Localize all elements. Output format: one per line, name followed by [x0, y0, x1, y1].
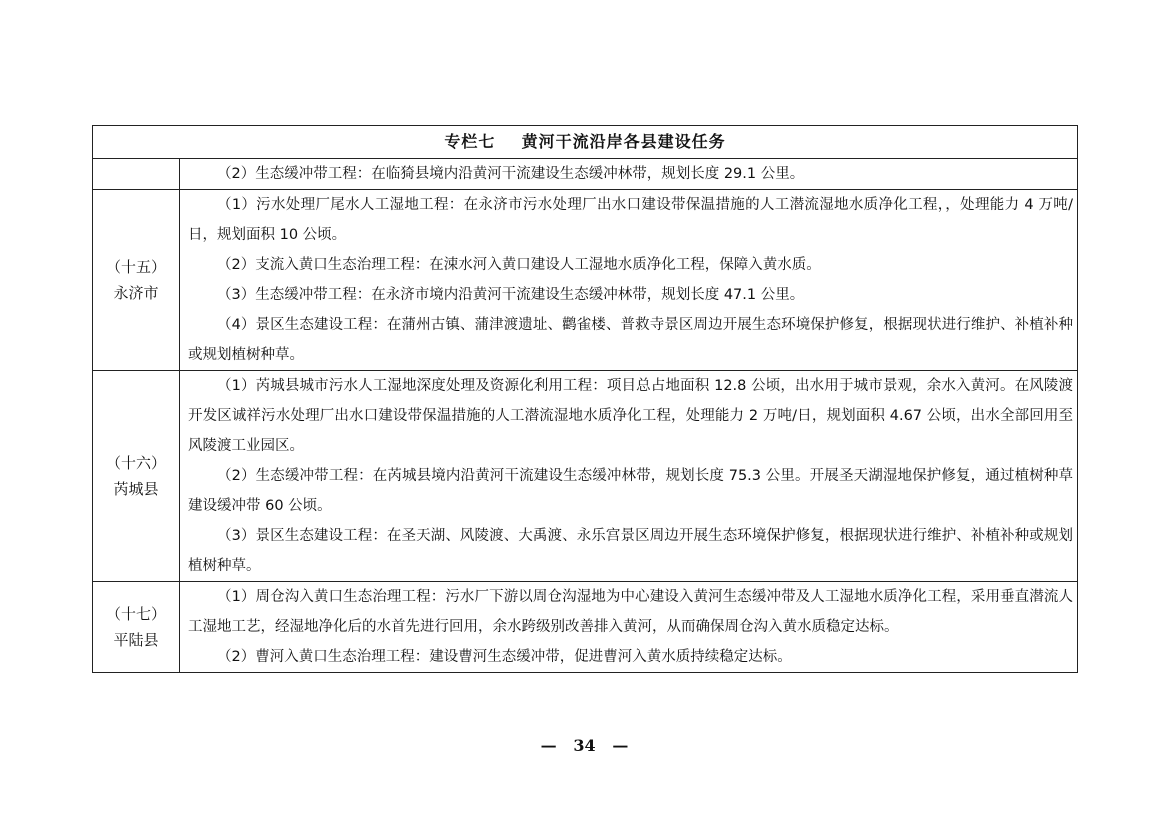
county-cell [93, 159, 180, 190]
task-item: （2）生态缓冲带工程：在芮城县境内沿黄河干流建设生态缓冲林带，规划长度 75.3 公里。开展圣天湖湿地保护修复，通过植树种草建设缓冲带 60 公顷。 [188, 468, 1073, 514]
table-row [93, 159, 1078, 190]
task-item: （4）景区生态建设工程：在蒲州古镇、蒲津渡遗址、鹳雀楼、普救寺景区周边开展生态环境保护修复，根据现状进行维护、补植补种或规划植树种草。 [188, 317, 1073, 363]
table-row [93, 371, 1078, 582]
county-cell [93, 582, 180, 673]
task-content [180, 371, 1078, 582]
county-name: 平陆县 [113, 631, 159, 649]
county-index: （十五） [105, 258, 166, 276]
task-item: （1）污水处理厂尾水人工湿地工程：在永济市污水处理厂出水口建设带保温措施的人工潜流湿地水质净化工程，，处理能力 4 万吨/日，规划面积 10 公顷。 [188, 197, 1073, 243]
county-cell [93, 190, 180, 371]
table-row [93, 190, 1078, 371]
task-content [180, 582, 1078, 673]
task-item: （2）支流入黄口生态治理工程：在涑水河入黄口建设人工湿地水质净化工程，保障入黄水质。 [217, 257, 821, 273]
county-name: 永济市 [113, 284, 159, 302]
table-title: 专栏七 黄河干流沿岸各县建设任务 [93, 126, 1078, 159]
table-title-row [93, 126, 1078, 159]
county-name: 芮城县 [113, 480, 159, 498]
task-item: （1）周仓沟入黄口生态治理工程：污水厂下游以周仓沟湿地为中心建设入黄河生态缓冲带及人工湿地水质净化工程，采用垂直潜流人工湿地工艺，经湿地净化后的水首先进行回用，余水跨级别改善排入黄河，从而确保周仓沟入黄水质稳定达标。 [188, 589, 1073, 635]
table-row [93, 582, 1078, 673]
county-index: （十六） [105, 454, 166, 472]
task-item: （2）生态缓冲带工程：在临猗县境内沿黄河干流建设生态缓冲林带，规划长度 29.1 公里。 [217, 166, 805, 182]
county-cell [93, 371, 180, 582]
task-content [180, 159, 1078, 190]
page-number: — 34 — [540, 736, 629, 755]
task-item: （2）曹河入黄口生态治理工程：建设曹河生态缓冲带，促进曹河入黄水质持续稳定达标。 [217, 649, 792, 665]
county-index: （十七） [105, 605, 166, 623]
task-item: （1）芮城县城市污水人工湿地深度处理及资源化利用工程：项目总占地面积 12.8 公顷，出水用于城市景观，余水入黄河。在风陵渡开发区诚祥污水处理厂出水口建设带保温措施的人工潜流湿地水质净化工程，处理能力 2 万吨/日，规划面积 4.67 公顷，出水全部回用至风陵渡工业园区。 [188, 378, 1073, 454]
task-item: （3）生态缓冲带工程：在永济市境内沿黄河干流建设生态缓冲林带，规划长度 47.1 公里。 [217, 287, 805, 303]
task-content [180, 190, 1078, 371]
task-item: （3）景区生态建设工程：在圣天湖、风陵渡、大禹渡、永乐宫景区周边开展生态环境保护修复，根据现状进行维护、补植补种或规划植树种草。 [188, 528, 1073, 574]
construction-task-table [92, 125, 1078, 673]
